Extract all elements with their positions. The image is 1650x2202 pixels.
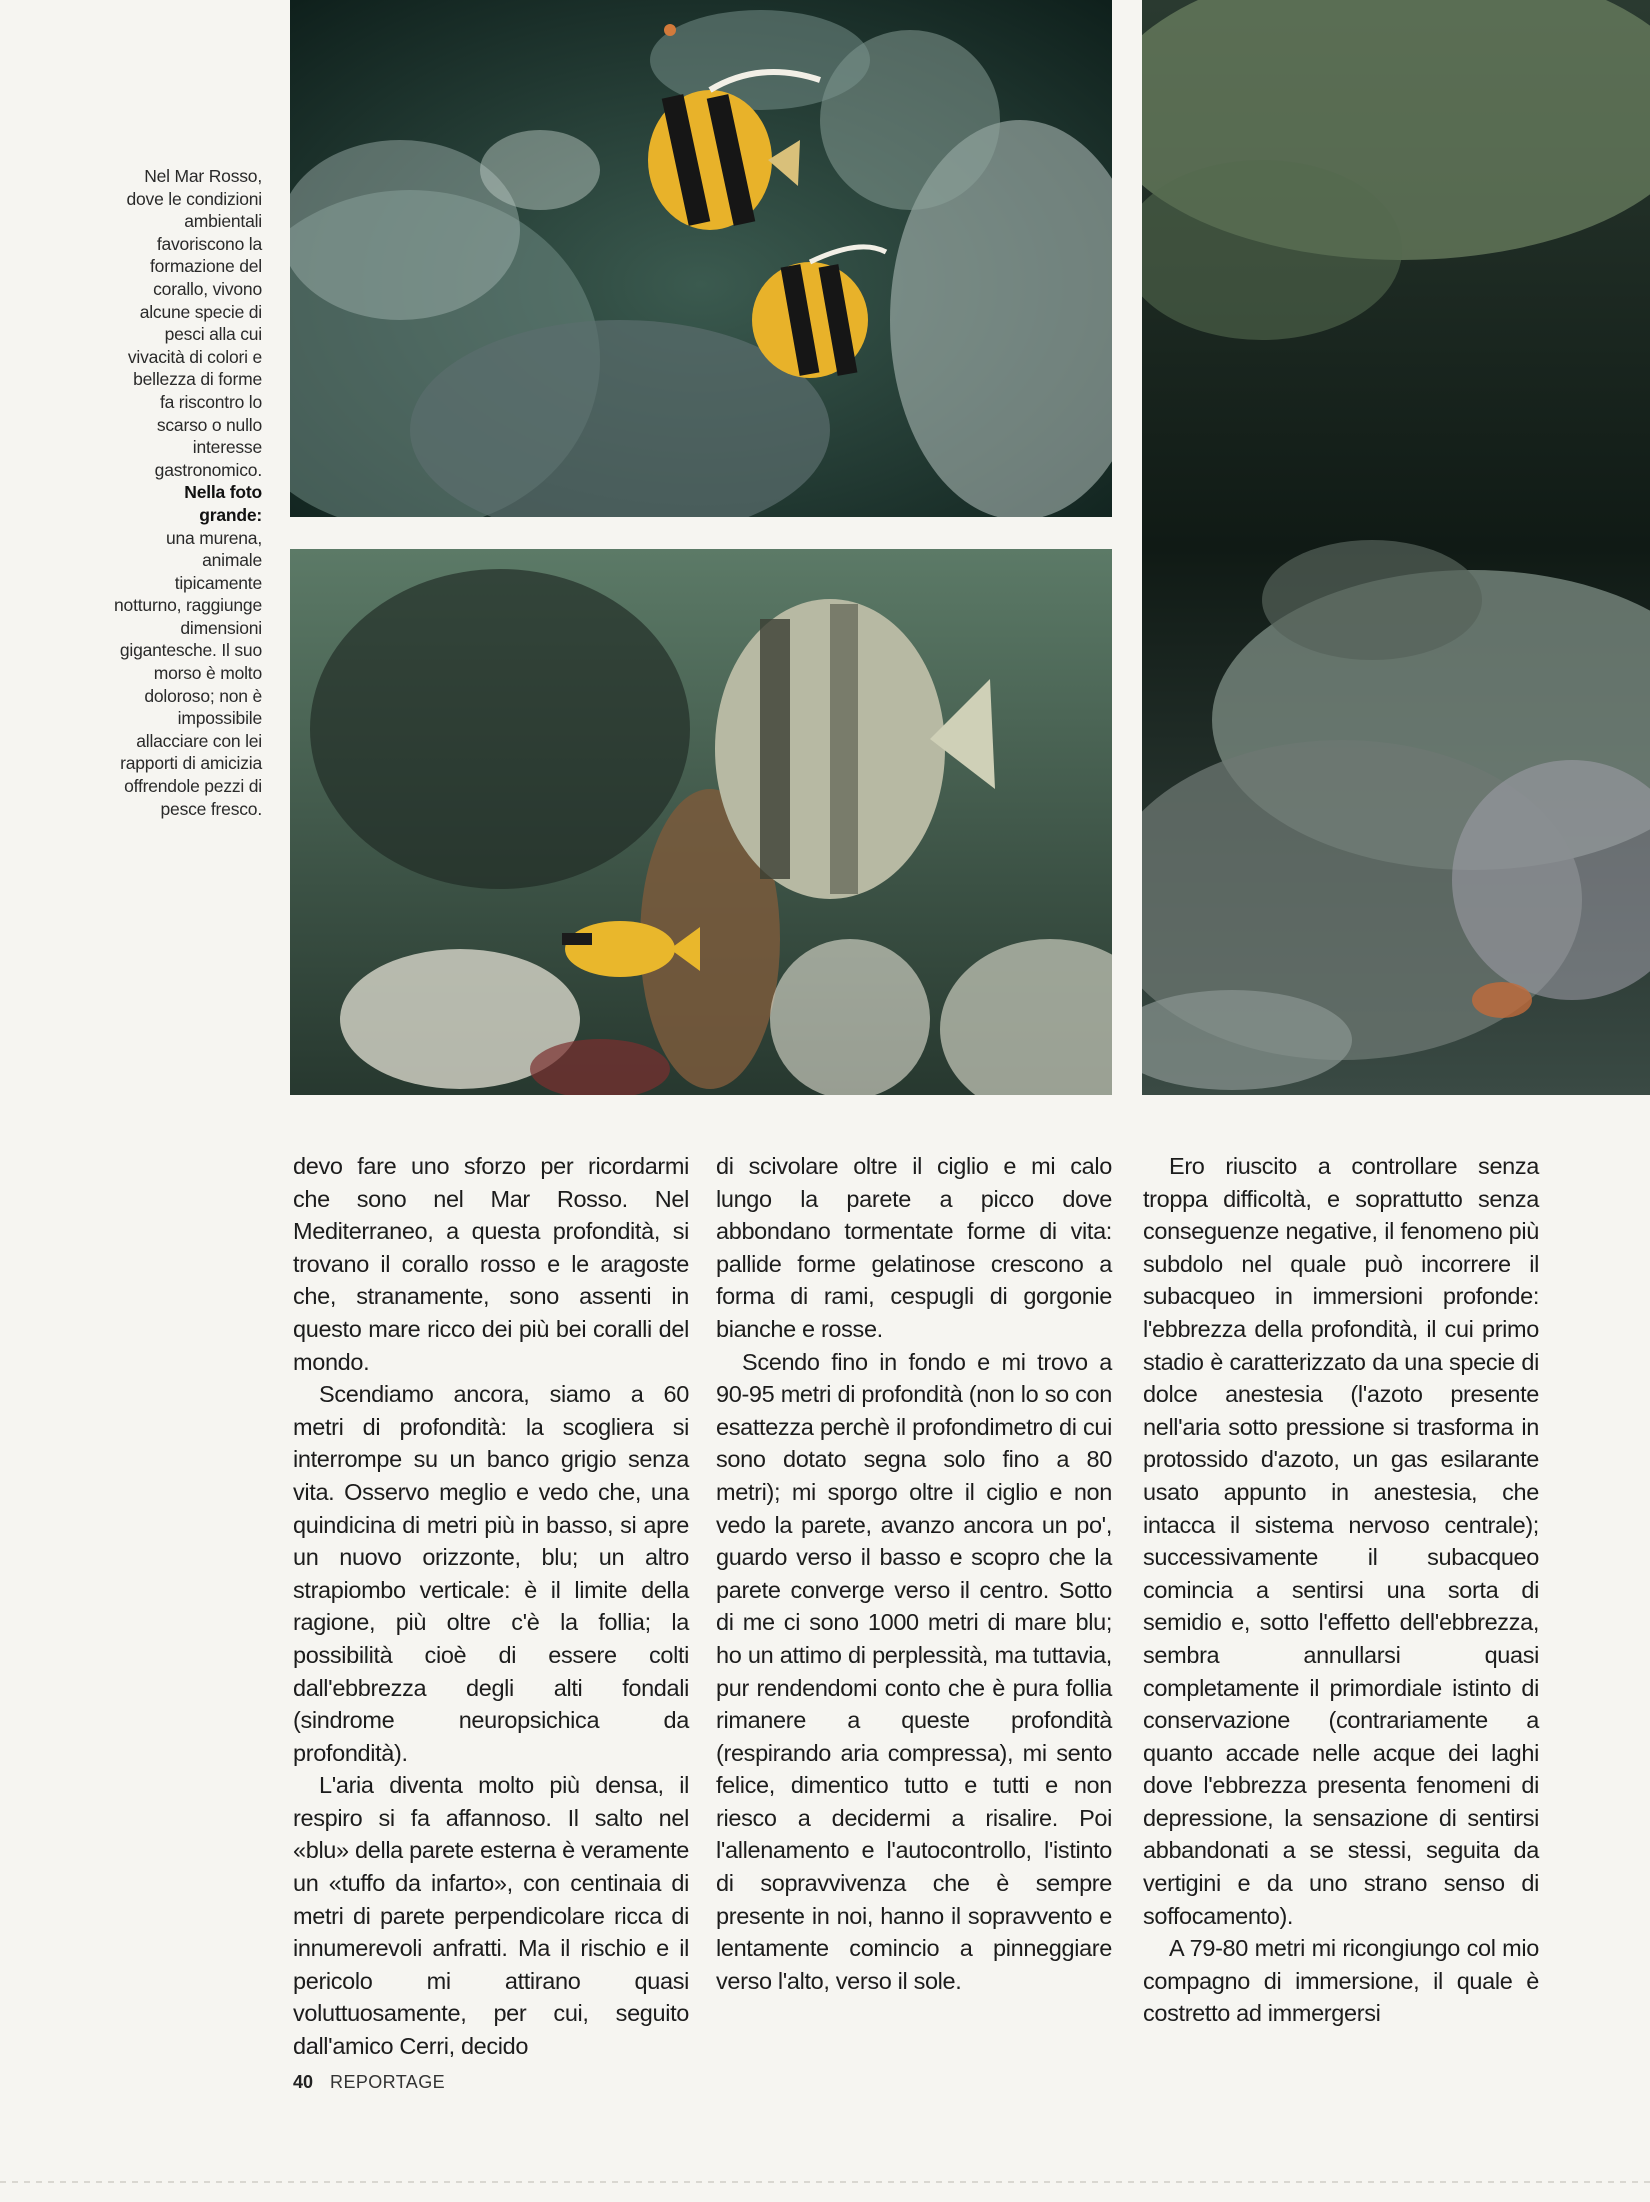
paragraph: Scendiamo ancora, siamo a 60 metri di profondità: la scogliera si interrompe su un banco grigio senza vita. Osservo meglio e vedo che, una quindicina di metri più in basso, si apre un nuovo orizzonte, blu; un altro strapiombo verticale: è il limite della ragione, più oltre c'è la follia; la possibilità cioè di essere colti dall'ebbrezza degli alti fondali (sindrome neuropsichica da profondità). — [293, 1381, 689, 1766]
caption-line: notturno, raggiunge — [114, 595, 262, 616]
article-column-1 — [293, 1150, 689, 2063]
caption-line: interesse — [192, 437, 262, 458]
caption-line: offrendole pezzi di — [124, 776, 262, 797]
caption-line: dimensioni — [180, 617, 262, 638]
page-number: 40 — [293, 2072, 314, 2092]
caption-line: alcune specie di — [139, 301, 262, 322]
caption-line: vivacità di colori e — [127, 346, 262, 367]
section-name: REPORTAGE — [330, 2072, 446, 2092]
caption-line: bellezza di forme — [133, 369, 262, 390]
caption-line: tipicamente — [174, 572, 262, 593]
photo-moray-eel — [1142, 0, 1650, 1095]
caption-line: pesci alla cui — [164, 324, 262, 345]
scan-edge-divider — [0, 2181, 1650, 2183]
caption-line: gigantesche. Il suo — [119, 640, 262, 661]
caption-line: ambientali — [184, 211, 262, 232]
paragraph: Ero riuscito a controllare senza troppa difficoltà, e soprattutto senza conseguenze negative, il fenomeno più subdolo nel quale può incorrere il subacqueo in immersioni profonde: l'ebbrezza della profondità, il cui primo stadio è caratterizzato da una specie di dolce anestesia (l'azoto presente nell'aria sotto pressione si trasforma in protossido d'azoto, un gas esilarante usato appunto in anestesia, che intacca il sistema nervoso centrale); successivamente il subacqueo comincia a sentirsi una sorta di semidio e, sotto l'effetto dell'ebbrezza, sembra annullarsi quasi completamente il primordiale istinto di conservazione (contrariamente a quanto accade nelle acque dei laghi dove l'ebbrezza presenta fenomeni di depressione, la sensazione di sentirsi abbandonati a se stessi, seguita da vertigini e da uno strano senso di soffocamento). — [1143, 1153, 1539, 1929]
photo-caption — [82, 165, 262, 820]
article-column-2 — [716, 1150, 1112, 1997]
caption-line: doloroso; non è — [144, 685, 262, 706]
caption-line: una murena, — [165, 527, 262, 548]
caption-line: favoriscono la — [156, 233, 262, 254]
caption-line: allacciare con lei — [136, 730, 262, 751]
article-column-3 — [1143, 1150, 1539, 2030]
caption-line: corallo, vivono — [153, 278, 262, 299]
caption-line: gastronomico. — [154, 459, 262, 480]
photo-batfish — [290, 549, 1112, 1095]
paragraph: Scendo fino in fondo e mi trovo a 90-95 metri di profondità (non lo so con esattezza perchè il profondimetro di cui sono dotato segna solo fino a 80 metri); mi sporgo oltre il ciglio e non vedo la parete, avanzo ancora un po', guardo verso il basso e scopro che la parete converge verso il centro. Sotto di me ci sono 1000 metri di mare blu; ho un attimo di perplessità, ma tuttavia, pur rendendomi conto che è pura follia rimanere a queste profondità (respirando aria compressa), mi sento felice, dimentico tutto e tutti e non riesco a decidermi a risalire. Poi l'allenamento e l'autocontrollo, l'istinto di sopravvivenza che è sempre presente in noi, hanno il sopravvento e lentamente comincio a pinneggiare verso l'alto, verso il sole. — [716, 1348, 1112, 1994]
page-footer — [293, 2072, 445, 2093]
paragraph: di scivolare oltre il ciglio e mi calo lungo la parete a picco dove abbondano tormentate forme di vita: pallide forme gelatinose crescono a forma di rami, cespugli di gorgonie bianche e rosse. — [716, 1153, 1112, 1342]
caption-line: fa riscontro lo — [159, 391, 262, 412]
caption-line: scarso o nullo — [156, 414, 262, 435]
caption-line: formazione del — [150, 256, 262, 277]
caption-line: pesce fresco. — [160, 798, 262, 819]
caption-line: impossibile — [177, 708, 262, 729]
caption-line: morso è molto — [153, 663, 262, 684]
caption-bold-line: grande: — [199, 504, 262, 525]
paragraph: A 79-80 metri mi ricongiungo col mio compagno di immersione, il quale è costretto ad immergersi — [1143, 1935, 1539, 2027]
paragraph: devo fare uno sforzo per ricordarmi che sono nel Mar Rosso. Nel Mediterraneo, a questa profondità, si trovano il corallo rosso e le aragoste che, stranamente, sono assenti in questo mare ricco dei più bei coralli del mondo. — [293, 1153, 689, 1375]
caption-line: animale — [202, 550, 262, 571]
caption-line: dove le condizioni — [126, 188, 262, 209]
photo-bannerfish — [290, 0, 1112, 517]
paragraph: L'aria diventa molto più densa, il respiro si fa affannoso. Il salto nel «blu» della parete esterna è veramente un «tuffo da infarto», con centinaia di metri di parete perpendicolare ricca di innumerevoli anfratti. Ma il rischio e il pericolo mi attirano quasi voluttuosamente, per cui, seguito dall'amico Cerri, decido — [293, 1772, 689, 2060]
caption-line: rapporti di amicizia — [120, 753, 262, 774]
caption-line: Nel Mar Rosso, — [144, 166, 262, 186]
caption-bold-line: Nella foto — [184, 482, 262, 503]
